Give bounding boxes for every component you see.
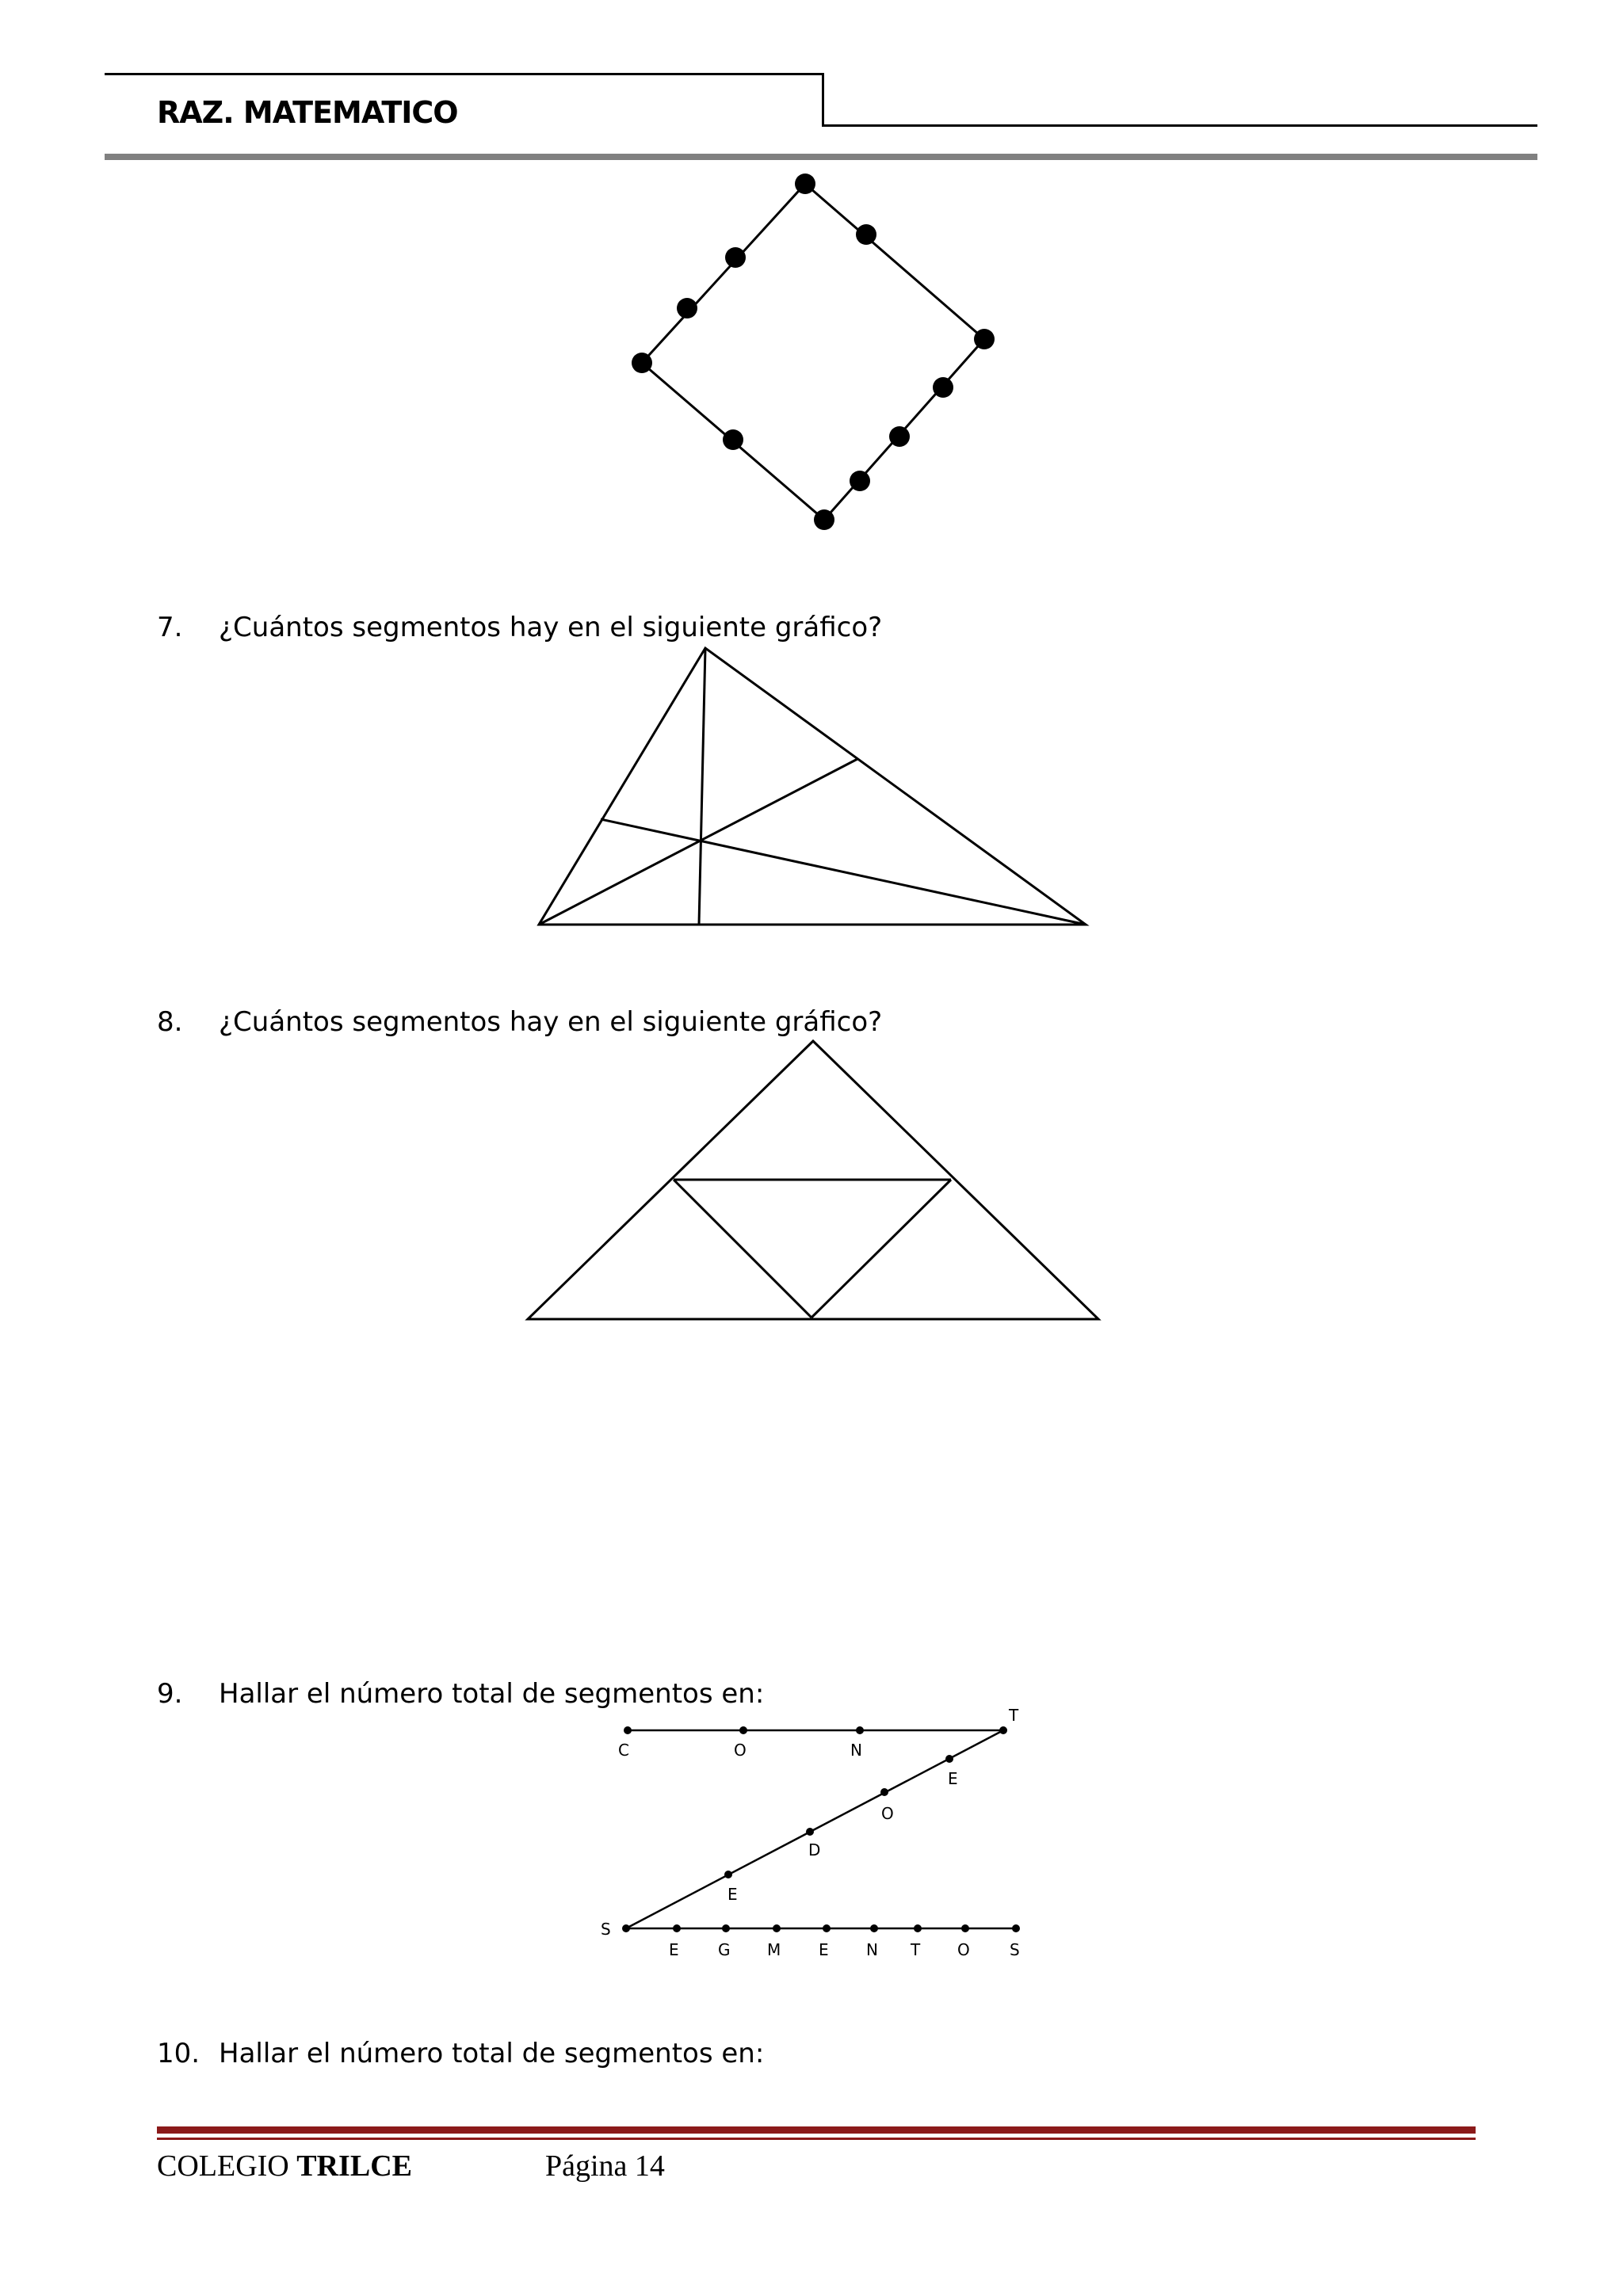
diamond-point [723,429,743,450]
page-header-title: RAZ. MATEMATICO [157,95,458,130]
segment-point [673,1924,681,1932]
point-label: S [601,1920,611,1939]
point-label: C [618,1741,629,1760]
point-label: N [850,1741,862,1760]
footer-school-brand: TRILCE [296,2149,412,2183]
diamond-point [725,247,746,268]
segment-point [880,1788,888,1796]
segment-point [856,1726,864,1734]
segment-point [945,1755,953,1763]
question-8-text: ¿Cuántos segmentos hay en el siguiente gráfico? [219,1006,883,1038]
question-9-text: Hallar el número total de segmentos en: [219,1678,765,1710]
point-label: E [948,1769,958,1788]
footer-school-name [157,2149,412,2183]
segment-point [722,1924,730,1932]
footer-rule-thick [157,2126,1476,2134]
point-label: E [727,1885,738,1904]
diamond-point [856,224,876,245]
question-8-number: 8. [157,1006,183,1038]
point-label: O [957,1940,970,1959]
segment-point [961,1924,969,1932]
segment-point [624,1726,632,1734]
footer-school-prefix: COLEGIO [157,2149,289,2183]
point-label: E [669,1940,679,1959]
point-label: T [911,1940,921,1959]
figure-9-segments [626,1730,1016,1928]
point-label: G [718,1940,731,1959]
point-label: D [808,1840,821,1859]
point-label: M [767,1940,781,1959]
diamond-point [677,298,697,318]
point-label: S [1010,1940,1020,1959]
segment-point [806,1828,814,1836]
diamond-point [814,509,834,530]
diamond-point [933,377,953,398]
segment-point [724,1871,732,1878]
point-label: O [881,1804,894,1823]
footer-rule-thin [157,2138,1476,2140]
question-10-number: 10. [157,2038,200,2069]
question-9-number: 9. [157,1678,183,1710]
question-7-number: 7. [157,612,183,643]
point-label: T [1009,1706,1019,1725]
diamond-point [632,353,652,373]
segment-point [773,1924,781,1932]
diamond-points [632,174,995,530]
question-7-text: ¿Cuántos segmentos hay en el siguiente gráfico? [219,612,883,643]
point-label: O [734,1741,747,1760]
segment-point [739,1726,747,1734]
diamond-point [850,471,870,491]
figure-8-triangle [528,1041,1098,1319]
segment-point [914,1924,922,1932]
diamond-point [795,174,815,194]
segment-point [870,1924,878,1932]
diamond-point [889,426,910,447]
diamond-figure [642,184,984,520]
figure-9-points [622,1726,1020,1932]
footer-page-number: Página 14 [545,2149,665,2183]
figure-7-triangle [539,648,1086,925]
question-10-text: Hallar el número total de segmentos en: [219,2038,765,2069]
point-label: N [866,1940,878,1959]
segment-point [823,1924,831,1932]
segment-point [1012,1924,1020,1932]
segment-point [999,1726,1007,1734]
diamond-point [974,329,995,349]
point-label: E [819,1940,829,1959]
segment-point [622,1924,630,1932]
